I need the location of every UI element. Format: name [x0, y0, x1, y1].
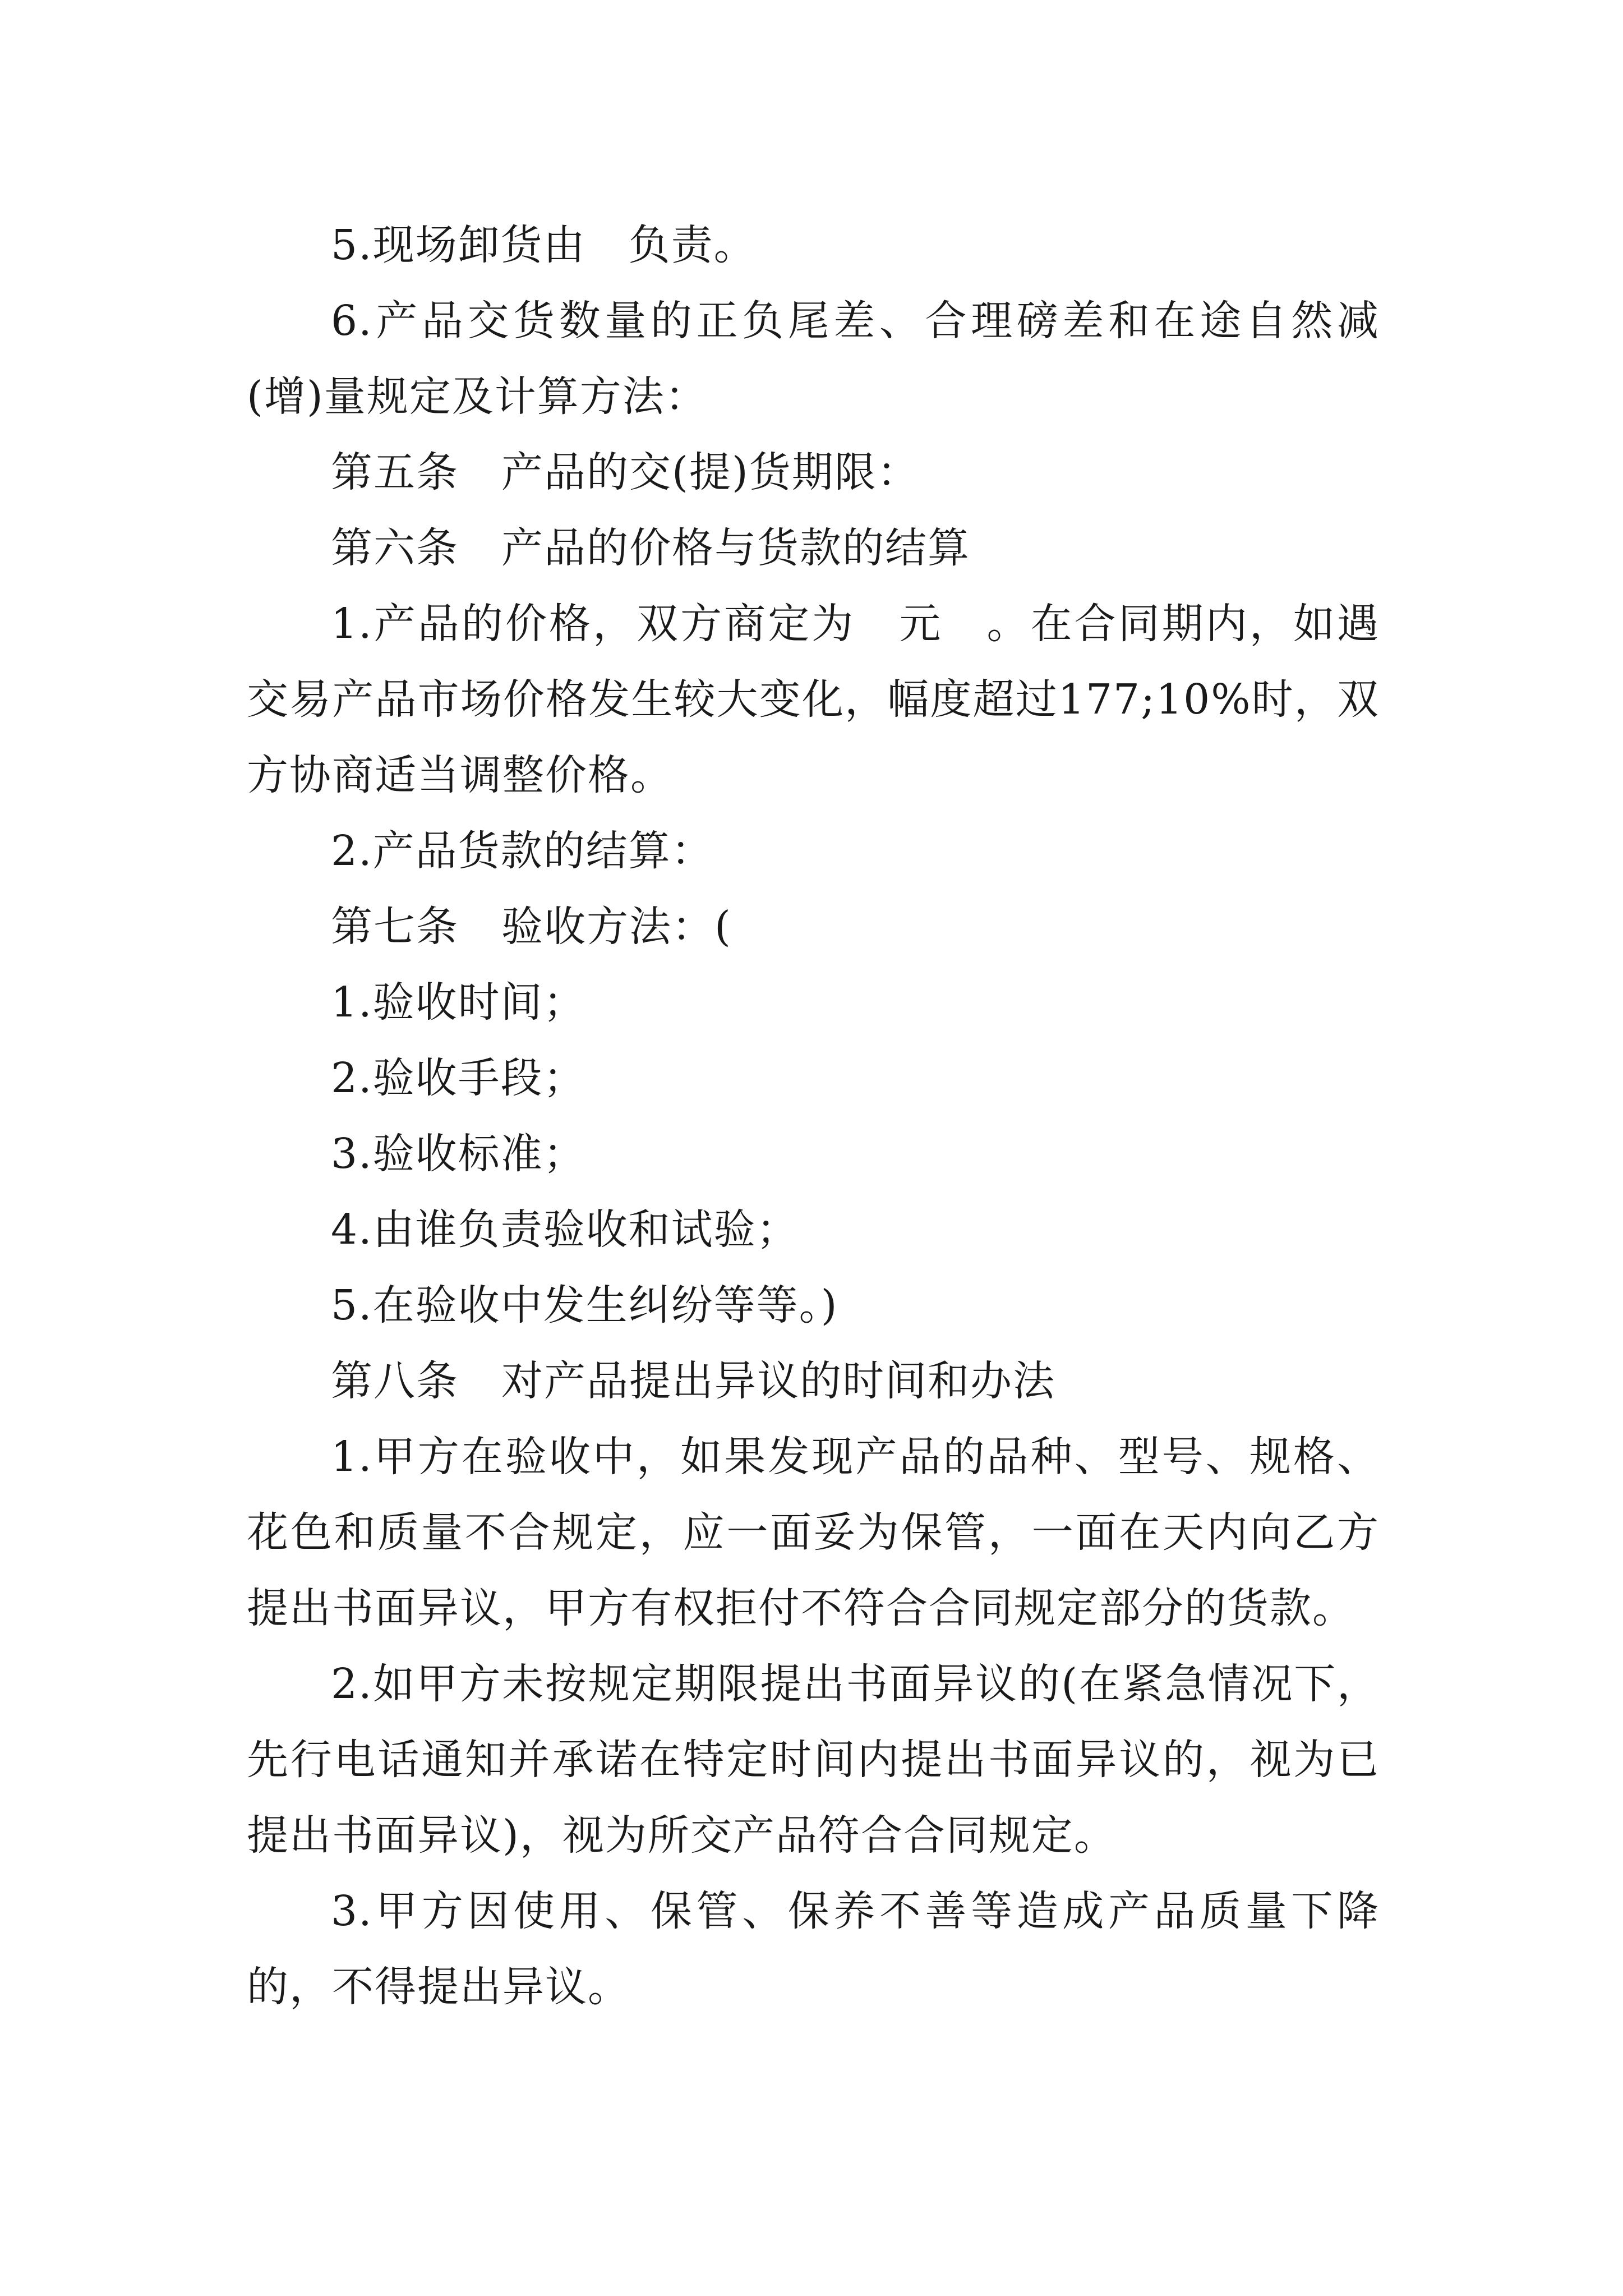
article-5-heading: 第五条 产品的交(提)货期限： [331, 448, 920, 496]
paragraph-objection-inspection: 1.甲方在验收中，如果发现产品的品种、型号、规格、花色和质量不合规定，应一面妥为保管，一面在天内向乙方提出书面异议，甲方有权拒付不符合合同规定部分的货款。 [247, 1433, 1380, 1632]
inspection-item-means: 2.验收手段； [331, 1054, 586, 1102]
paragraph-objection-misuse: 3.甲方因使用、保管、保养不善等造成产品质量下降的，不得提出异议。 [247, 1887, 1380, 2011]
document-body [247, 208, 1380, 2025]
paragraph-payment-settlement: 2.产品货款的结算： [331, 827, 714, 875]
article-6-heading: 第六条 产品的价格与货款的结算 [331, 524, 970, 572]
inspection-item-standard: 3.验收标准； [331, 1130, 586, 1178]
inspection-item-responsible: 4.由谁负责验收和试验； [331, 1205, 799, 1254]
paragraph-objection-deadline: 2.如甲方未按规定期限提出书面异议的(在紧急情况下，先行电话通知并承诺在特定时间内提出书面异议的，视为已提出书面异议)，视为所交产品符合合同规定。 [247, 1660, 1380, 1860]
article-7-heading: 第七条 验收方法：( [331, 903, 732, 951]
inspection-item-time: 1.验收时间； [331, 978, 586, 1027]
article-8-heading: 第八条 对产品提出异议的时间和办法 [331, 1357, 1055, 1405]
inspection-item-disputes: 5.在验收中发生纠纷等等。) [331, 1281, 838, 1329]
paragraph-unloading: 5.现场卸货由 负责。 [331, 221, 757, 269]
paragraph-product-price: 1.产品的价格，双方商定为 元 。在合同期内，如遇交易产品市场价格发生较大变化，幅度超过177;10%时，双方协商适当调整价格。 [247, 600, 1380, 799]
paragraph-quantity-tolerance: 6.产品交货数量的正负尾差、合理磅差和在途自然减(增)量规定及计算方法： [247, 297, 1380, 421]
